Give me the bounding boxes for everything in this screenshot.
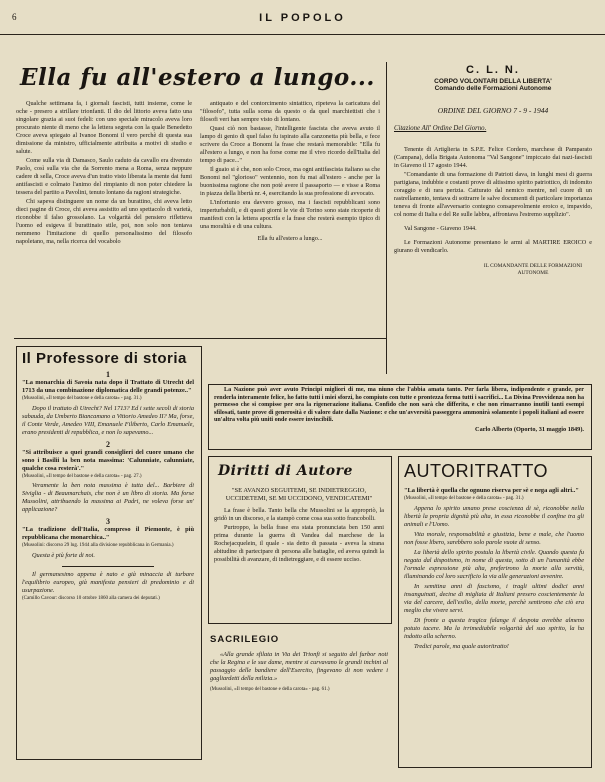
paragraph: Ella fu all'estero a lungo...: [257, 235, 323, 242]
autoritratto-lead: "La libertà è quella che ognuno riserva per sè e nega agli altri..": [404, 487, 579, 494]
item-quote: "La tradizione dell'Italia, compreso il Piemonte, è più repubblicana che monarchica..": [22, 526, 194, 541]
paragraph: Qualche settimana fa, i giornali fascisti, tutti insieme, come le oche - presero a strillare trionfanti. Il dio del littorio aveva fatto una singolare grazia ai suoi fedeli: con uno speciale miracolo aveva loro procurato niente di meno che la lettera segreta con la quale Benedetto Croce aveva spiegato al Ivanoe Bonomi il vero perchè di questa sua dimissione da ministro, ufficialmente attribuita a motivi di studio e salute.: [16, 100, 192, 155]
paragraph: La libertà dello spirito postula la libertà civile. Quando questa fu negata dal dispotismo, in nome di questa, sotto di un l'umanità ebbe l'ormale espressione più alta, preferirono la morte alla servitù, illuminando col loro sacrificio la via alle generazioni avvenire.: [404, 548, 584, 580]
paragraph: Appena lo spirito umano prese coscienza di sè, riconobbe nella libertà la propria dignità più alta, in essa riconobbe il confine tra gli animali e l'Uomo.: [404, 504, 584, 528]
closing-quote: Il germanesimo appena è nato e già minaccia di turbare l'equilibrio europeo, già manifesta pensieri di predominio e di usurpazione.: [22, 570, 194, 594]
section-divider: [14, 338, 386, 339]
cln-signature: IL COMANDANTE DELLE FORMAZIONI AUTONOME: [483, 263, 583, 276]
paragraph: "Comandante di una formazione di Patrioti dava, in lunghi mesi di guerra partigiana, indubbie e costanti prove di altissimo spirito patriottico, di indomito coraggio e di rara perizia. Catturato dal nemico mentre, nel cuore di un rastrellamento, tentava di sottrarre le salve documenti di particolare importanza teneva di fronte all'avversario contegno consapevolmente eroico e, impavido, col nome di Italia e del Re sulle labbra, affrontava l'estremo supplizio".: [394, 171, 592, 218]
cln-notice: [394, 64, 592, 277]
closing-source: (Camillo Cavour: discorso 10 ottobre 1860 alla camera dei deputati.): [22, 595, 160, 601]
cln-subheading: CORPO VOLONTARI DELLA LIBERTA': [434, 78, 552, 85]
carlo-alberto-signature: Carlo Alberto (Oporto, 31 maggio 1849).: [475, 425, 584, 433]
autoritratto-source: (Mussolini, «Il tempo del bastone e della carota» - pag. 31.): [404, 496, 524, 501]
paragraph: Come sulla via di Damasco, Saulo caduto da cavallo era divenuto Paolo, così sulla via che da Sorrento mena a Roma, senza neppure cadere di sella, Croce aveva d'un tratto visto liberata la mente dai fumi antifascisti e colmato l'animo del rimpianto di non poter chiedere la tessera del partito a Pavolini, tenuto lontano da ragioni strategiche.: [16, 157, 192, 196]
professore-content: [22, 350, 194, 604]
autoritratto-title: AUTORITRATTO: [404, 461, 549, 481]
paragraph: Quasi ciò non bastasse, l'intelligente fascista che aveva avuto il lampo di genio di quel falso fu ispirato alla canzonetta più bella, e fece scrivere da Croce a Bonomi la frase che restarà memorabile: "Ella fu all'estero a lungo, e non ha forse come me il vivo ricordo dell'Italia del tempo di pace...": [200, 125, 380, 164]
autoritratto-content: [404, 459, 584, 651]
item-number: 1: [106, 370, 110, 379]
lead-headline: Ella fu all'estero a lungo...: [20, 64, 375, 91]
diritti-title: Diritti di Autore: [218, 463, 353, 479]
carlo-alberto-content: [214, 387, 584, 433]
paragraph: Val Sangone - Giaveno 1944.: [404, 225, 477, 232]
sacrilegio-source: (Mussolini, «Il tempo del bastone e della carota» - pag. 61.): [210, 687, 330, 692]
cln-heading: C. L. N.: [466, 64, 520, 76]
diritti-content: [214, 459, 384, 565]
item-quote: "La monarchia di Savoia nata dopo il Trattato di Utrecht del 1713 da una combinazione diplomatica delle grandi potenze..": [22, 379, 194, 394]
item-quote: "Si attribuisce a quei grandi consiglieri del cuore umano che sono i Basilii la ben nota massima: 'Calunniate, calunniate, qualche cosa resterà'.": [22, 448, 194, 472]
divider: [62, 566, 154, 567]
lead-article-col1: [16, 100, 192, 247]
masthead: [0, 8, 605, 35]
item-number: 3: [106, 517, 110, 526]
item-comment: Dopo il trattato di Utrecht? Nel 1713? Ed i sette secoli di storia sabauda, da Umberto Biancamano a Vittorio Amedeo II? Ma, forse, il Conte Verde, Amedeo VIII, Emanuele Filiberto, Carlo Emanuele, erano presidenti di repubblica, e non lo sapevamo...: [22, 404, 194, 436]
sacrilegio-title: SACRILEGIO: [210, 634, 280, 645]
professore-item: [22, 370, 194, 437]
item-source: (Mussolini, «Il tempo del bastone e della carota» - pag. 27.): [22, 473, 142, 479]
paragraph: Il guaio si è che, non solo Croce, ma ogni antifascista italiano sa che Bonomi nel "glorioso" ventennio, non fu mai all'estero - anche per la buonissima ragione che non potè avere il passaporto — e visse a Roma in piazza della libertà nr. 4, esercitando la sua professione di avvocato.: [200, 166, 380, 197]
paragraph: Tredici parole, ma quale autoritratto!: [414, 642, 509, 650]
item-number: 2: [106, 439, 110, 449]
item-source: (Mussolini, «Il tempo del bastone e della carota» - pag. 31.): [22, 396, 142, 401]
professore-item: [22, 517, 194, 560]
paragraph: Tenente di Artiglieria in S.P.E. Felice Cordero, marchese di Pamparato (Campana), della Brigata Autonoma "Val Sangone" impiccato dai nazi-fascisti in Giaveno il 17 agosto 1944.: [394, 146, 592, 169]
cln-subheading-2: Comando delle Formazioni Autonome: [434, 85, 552, 92]
paragraph: antiquato e del contorcimento sintattico, ripeteva la caricatura del "filosofo", tutta sulla scena da questo o da quel marchiettisti che i filosofi veri han sempre visto di lontano.: [200, 100, 380, 123]
carlo-alberto-text: La Nazione può aver avuto Principi migliori di me, ma niuno che l'abbia amata tanto. Per farla libera, indipendente e grande, per renderla interamente felice, ho fatto tutti i miei sforzi, ho compiuto con tutte e prontezza ferma tutti i sacrifici... La Divina Provvidenza non ha permesso che si compisse per ora la rigenerazione italiana. Confido che non sarà che differita, e che non rimarranno inutili tanti esempi sfilosati, tante prove di generosità e di valore date dalla Nazione: e che un'avversità passeggera ammonirà solamente i popoli italiani ad essere un'altra volta più uniti onde essere invincibili.: [214, 387, 584, 424]
paragraph: Purtroppo, la bella frase era stata pronunciata ben 150 anni prima durante la guerra di Vandea dal marchese de la Rochejacquelein, il quale - sia detto di passata - aveva la strana abitudine di partecipare di persona alle battaglie, ed aveva quindi la possibilità di avanzare, di indietreggiare, e di essere ucciso.: [214, 524, 384, 563]
lead-article-col2: [200, 100, 380, 244]
professore-item: [22, 440, 194, 515]
diritti-lead: "SE AVANZO SEGUITEMI, SE INDIETREGGIO, UCCIDETEMI, SE MI UCCIDONO, VENDICATEMI": [225, 487, 373, 502]
paragraph: Vita morale, responsabilità e giustizia, bene e male, che l'uomo non fosse libero, sarebbero solo parole vuote di senso.: [404, 530, 584, 546]
sacrilegio-text: «Alla grande sfilata in Via dei Trionfi si seguito del furbor noti che la Regina e le sue dame, mentre si curvavano le grandi inchini al passaggio delle bandiere dell'Esercito, fingevano di non vedere i gagliardetti della milizia.»: [210, 651, 388, 682]
page-number: 6: [12, 12, 17, 22]
sacrilegio-content: [210, 634, 388, 696]
paragraph: Le Formazioni Autonome presentano le armi al MARTIRE EROICO e giurano di vendicarlo.: [394, 239, 592, 254]
paragraph: Chi sapeva distinguere un nome da un burattino, chi aveva letto dieci pagine di Croce, chi aveva assistito ad uno spettacolo di varietà, riconobbe il falso grossolano. La volgarità del pensiero rifletteva l'uomo ed esigeva il burattinaio stile, poi, non solo non tentava nemmeno l'imitazione di quello personalissimo del filosofo napoletano, ma, nella ricerca del vocabolo: [16, 198, 192, 245]
item-source: (Mussolini: discorso 29 lug. 1944 alla divisione repubblicana in Germania.): [22, 543, 174, 548]
column-divider: [386, 62, 387, 374]
paragraph: Di fronte a questa tragica falange il despota avrebbe almeno potuto tacere. Ma la irrimediabile volgarità del suo spirito, la ha indotto alla scherno.: [404, 616, 584, 640]
newspaper-title: IL POPOLO: [259, 12, 346, 24]
citation-title: Citazione All' Ordine Del Giorno.: [394, 125, 487, 132]
paragraph: La frase è bella. Tanto bella che Mussolini se la appropriò, la gridò in un discorso, e la stampò come cosa sua sotto francobolli.: [214, 507, 384, 522]
paragraph: In semitina anni di fascismo, i tragli ultimi dodici anni insanguinati, decine di migliaia di Italiani presero coscientemente la via del carcere, dell'esilio, della morte, perchè sentirono che ciò era meglio che vivere servi.: [404, 582, 584, 614]
professore-title: Il Professore di storia: [22, 350, 187, 367]
paragraph: L'infortunio era davvero grosso, ma i fascisti repubblicani sono imperturbabili, e di questi giorni le vie di Torino sono state ricoperte di manifesti con la lettera apocrifa e la frase che resterà esempio tipico di una moralità e di una cultura.: [200, 199, 380, 230]
item-comment: Questa è più forte di noi.: [32, 551, 95, 559]
item-comment: Veramente la ben nota massima è tutta del... Barbiere di Siviglia - di Beaumarchais, che non è un libro di storia. Ma forse Mussolini, attribuendo la massima ai Padri, ne voleva forse un' applicazione?: [22, 482, 194, 513]
order-title: ORDINE DEL GIORNO 7 - 9 - 1944: [437, 106, 549, 115]
